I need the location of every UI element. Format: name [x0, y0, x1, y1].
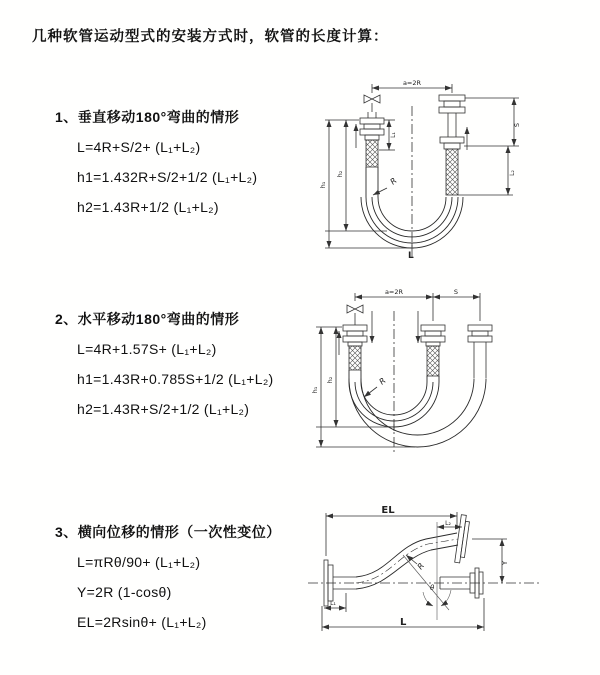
formula-line: h2=1.43R+S/2+1/2 (L₁+L₂) [77, 401, 250, 417]
formula-line: h1=1.432R+S/2+1/2 (L₁+L₂) [77, 169, 258, 185]
radius-label: R [377, 376, 388, 387]
page-title: 几种软管运动型式的安装方式时，软管的长度计算： [32, 29, 389, 45]
dim-label-el: EL [381, 505, 395, 516]
diagram-vertical-180-bend [315, 72, 530, 262]
middle-pipe-fitting [421, 325, 445, 376]
dim-label-s: S [453, 288, 459, 296]
dim-label-l1: L₁ [390, 132, 397, 138]
section-vertical-movement [55, 102, 335, 222]
length-label: L [408, 251, 414, 261]
formula-line: EL=2Rsinθ+ (L₁+L₂) [77, 614, 207, 630]
dim-label-s: S [513, 122, 521, 128]
diagram-horizontal-180-bend [310, 283, 545, 468]
hose-s-curve [356, 533, 458, 589]
valve-icon [364, 95, 380, 112]
section-horizontal-movement [55, 304, 335, 424]
section3-heading: 3、横向位移的情形（一次性变位） [55, 524, 281, 540]
diagram-lateral-displacement [300, 498, 545, 648]
formula-line: h1=1.43R+0.785S+1/2 (L₁+L₂) [77, 371, 274, 387]
radius-label: R [415, 561, 427, 572]
section-lateral-displacement [55, 517, 335, 637]
dim-label-a2r: a=2R [384, 288, 404, 296]
dim-label-y: Y [501, 560, 509, 566]
dim-label-l2: L₂ [509, 170, 516, 176]
construction-lines [403, 522, 451, 620]
radius-leader [373, 188, 387, 195]
dim-label-l2: L₂ [445, 520, 451, 527]
formula-line: L=4R+S/2+ (L₁+L₂) [77, 139, 201, 155]
right-pipe-fitting [439, 95, 465, 195]
formula-line: h2=1.43R+1/2 (L₁+L₂) [77, 199, 219, 215]
valve-icon [347, 305, 363, 325]
section1-heading: 1、垂直移动180°弯曲的情形 [55, 109, 240, 125]
left-pipe-fitting [343, 325, 367, 370]
dim-label-h2: h₂ [326, 376, 334, 384]
radius-leader [364, 387, 377, 397]
radius-label: R [388, 176, 399, 187]
formula-line: Y=2R (1-cosθ) [77, 584, 172, 600]
angle-label: θ [430, 584, 435, 592]
length-label: L [400, 617, 407, 628]
dim-label-l1: L₁ [330, 600, 336, 607]
right-pipe-moved-position [468, 325, 492, 378]
section2-heading: 2、水平移动180°弯曲的情形 [55, 311, 240, 327]
left-pipe-fitting [360, 112, 384, 167]
dim-label-h1: h₁ [319, 181, 327, 189]
dim-label-a2r: a=2R [402, 79, 422, 87]
formula-line: L=4R+1.57S+ (L₁+L₂) [77, 341, 217, 357]
dim-label-h1: h₁ [311, 386, 319, 394]
formula-line: L=πRθ/90+ (L₁+L₂) [77, 554, 201, 570]
dim-label-h2: h₂ [336, 170, 344, 178]
